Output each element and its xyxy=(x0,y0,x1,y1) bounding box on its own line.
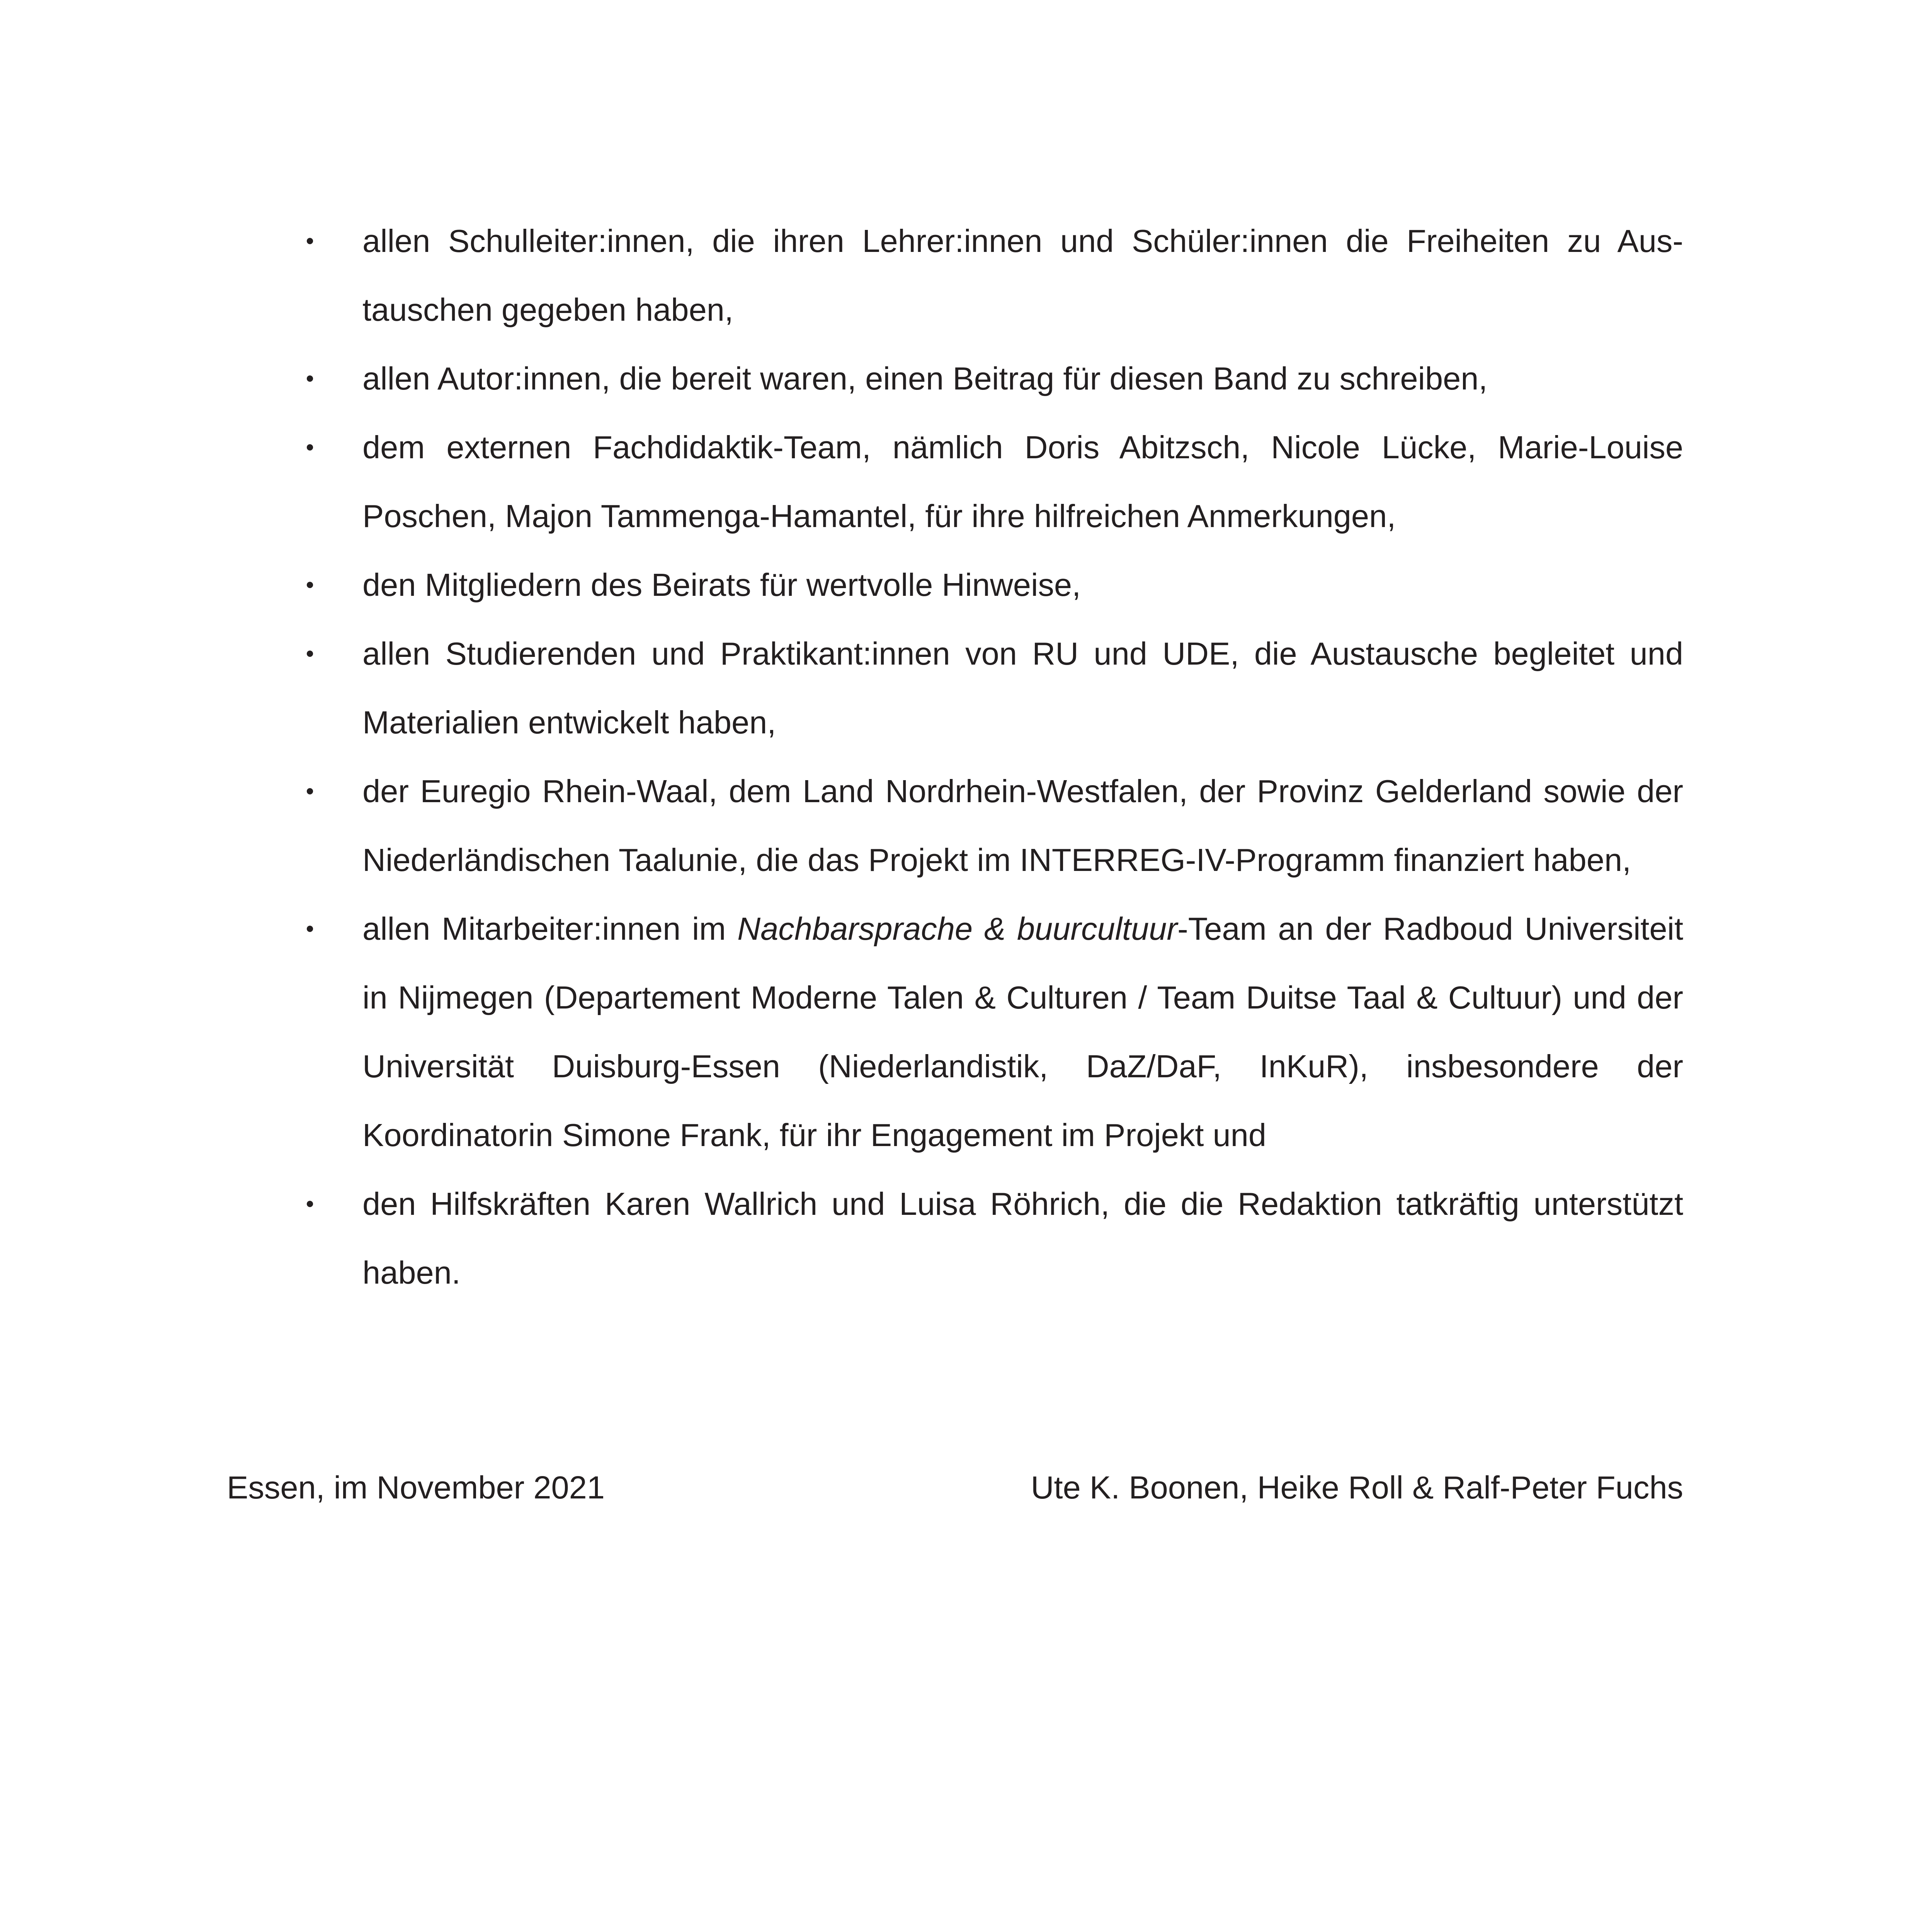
bullet-icon: • xyxy=(306,778,314,804)
bullet-icon: • xyxy=(306,1191,314,1217)
bullet-icon: • xyxy=(306,916,314,942)
bullet-icon: • xyxy=(306,641,314,667)
list-item xyxy=(306,413,1683,551)
list-item-text: allen Schulleiter:innen, die ihren Lehrer:innen und Schüler:innen die Freiheiten zu Austauschen gegeben haben, xyxy=(362,223,1683,328)
signing-authors: Ute K. Boonen, Heike Roll & Ralf-Peter Fuchs xyxy=(1031,1469,1683,1505)
list-item xyxy=(306,757,1683,895)
list-item-text: dem externen Fachdidaktik-Team, nämlich Doris Abitzsch, Nicole Lücke, Marie-Louise Poschen, Majon Tammenga-Hamantel, für ihre hilfreichen Anmerkungen, xyxy=(362,429,1683,534)
place-and-date: Essen, im November 2021 xyxy=(227,1469,605,1505)
list-item xyxy=(306,619,1683,757)
list-item xyxy=(306,1170,1683,1307)
list-item-text: den Mitgliedern des Beirats für wertvolle Hinweise, xyxy=(362,567,1081,603)
list-item-text: den Hilfskräften Karen Wallrich und Luisa Röhrich, die die Redaktion tatkräftig unterstützt haben. xyxy=(362,1186,1683,1291)
bullet-icon: • xyxy=(306,366,314,391)
list-item xyxy=(306,344,1683,413)
list-item-text: der Euregio Rhein-Waal, dem Land Nordrhein-Westfalen, der Provinz Gelderland sowie der Niederländischen Taalunie, die das Projekt im INTERREG-IV-Programm finanziert haben, xyxy=(362,773,1683,878)
bullet-icon: • xyxy=(306,228,314,254)
bullet-icon: • xyxy=(306,572,314,598)
list-item-text-after: -Team an der Radboud Universiteit in Nijmegen (Departement Moderne Talen & Culturen / Team Duitse Taal & Cultuur) und der Universität Duisburg-Essen (Niederlandistik, DaZ/DaF, InKuR), insbesondere der Koordinatorin Simone Frank, für ihr Engagement im Projekt und xyxy=(362,911,1684,1153)
list-item-text-before: allen Mitarbeiter:innen im xyxy=(362,911,738,947)
bullet-icon: • xyxy=(306,434,314,460)
list-item xyxy=(306,551,1683,619)
list-item xyxy=(306,207,1683,344)
list-item xyxy=(306,895,1684,1170)
acknowledgement-list xyxy=(306,207,1684,1307)
list-item-text: allen Studierenden und Praktikant:innen von RU und UDE, die Austausche begleitet und Materialien entwickelt haben, xyxy=(362,636,1683,740)
closing-line xyxy=(227,1464,1683,1511)
project-name-italic: Nachbarsprache & buurcultuur xyxy=(737,911,1178,947)
list-item-text: allen Autor:innen, die bereit waren, einen Beitrag für diesen Band zu schreiben, xyxy=(362,361,1488,396)
